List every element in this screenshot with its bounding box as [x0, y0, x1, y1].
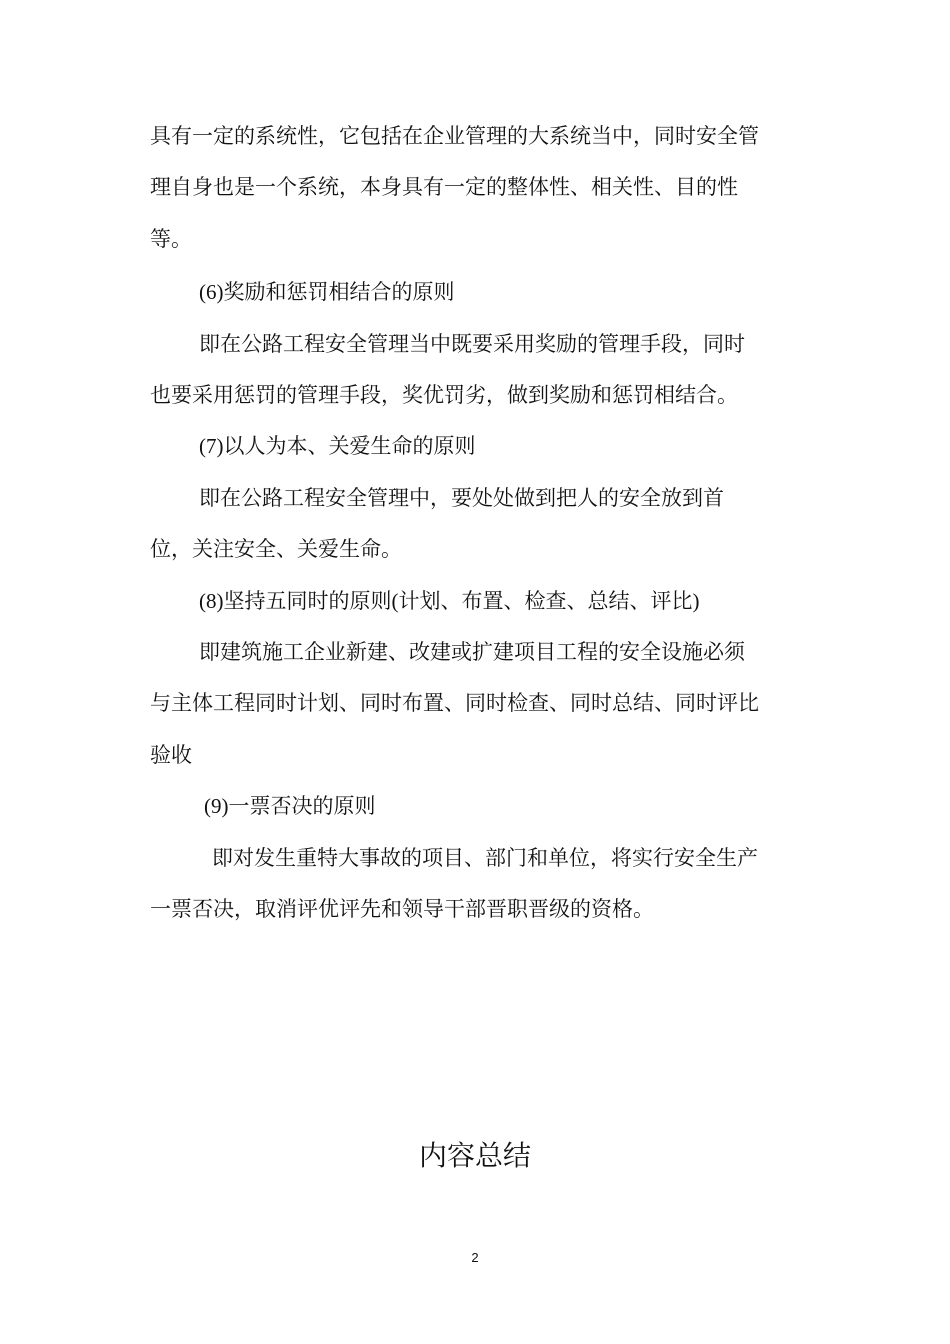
body-text-line: 即对发生重特大事故的项目、部门和单位，将实行安全生产 — [212, 846, 758, 870]
section-heading-8: (8)坚持五同时的原则(计划、布置、检查、总结、评比) — [199, 589, 700, 613]
body-text-line: 即在公路工程安全管理当中既要采用奖励的管理手段，同时 — [199, 332, 745, 356]
body-text-line: 也要采用惩罚的管理手段，奖优罚劣，做到奖励和惩罚相结合。 — [150, 383, 738, 407]
body-text-line: 具有一定的系统性，它包括在企业管理的大系统当中，同时安全管 — [150, 124, 759, 148]
body-text-line: 一票否决，取消评优评先和领导干部晋职晋级的资格。 — [150, 897, 654, 921]
section-heading-9: (9)一票否决的原则 — [204, 794, 376, 818]
body-text-line: 即建筑施工企业新建、改建或扩建项目工程的安全设施必须 — [199, 640, 745, 664]
section-heading-6: (6)奖励和惩罚相结合的原则 — [199, 280, 455, 304]
body-text-line: 验收 — [150, 743, 192, 767]
page-number: 2 — [471, 1250, 479, 1265]
section-heading-7: (7)以人为本、关爱生命的原则 — [199, 434, 476, 458]
body-text-line: 与主体工程同时计划、同时布置、同时检查、同时总结、同时评比 — [150, 691, 759, 715]
body-text-line: 位，关注安全、关爱生命。 — [150, 537, 402, 561]
body-text-line: 等。 — [150, 227, 192, 251]
body-text-line: 即在公路工程安全管理中，要处处做到把人的安全放到首 — [199, 486, 724, 510]
body-text-line: 理自身也是一个系统，本身具有一定的整体性、相关性、目的性 — [150, 175, 738, 199]
summary-heading: 内容总结 — [418, 1139, 531, 1172]
